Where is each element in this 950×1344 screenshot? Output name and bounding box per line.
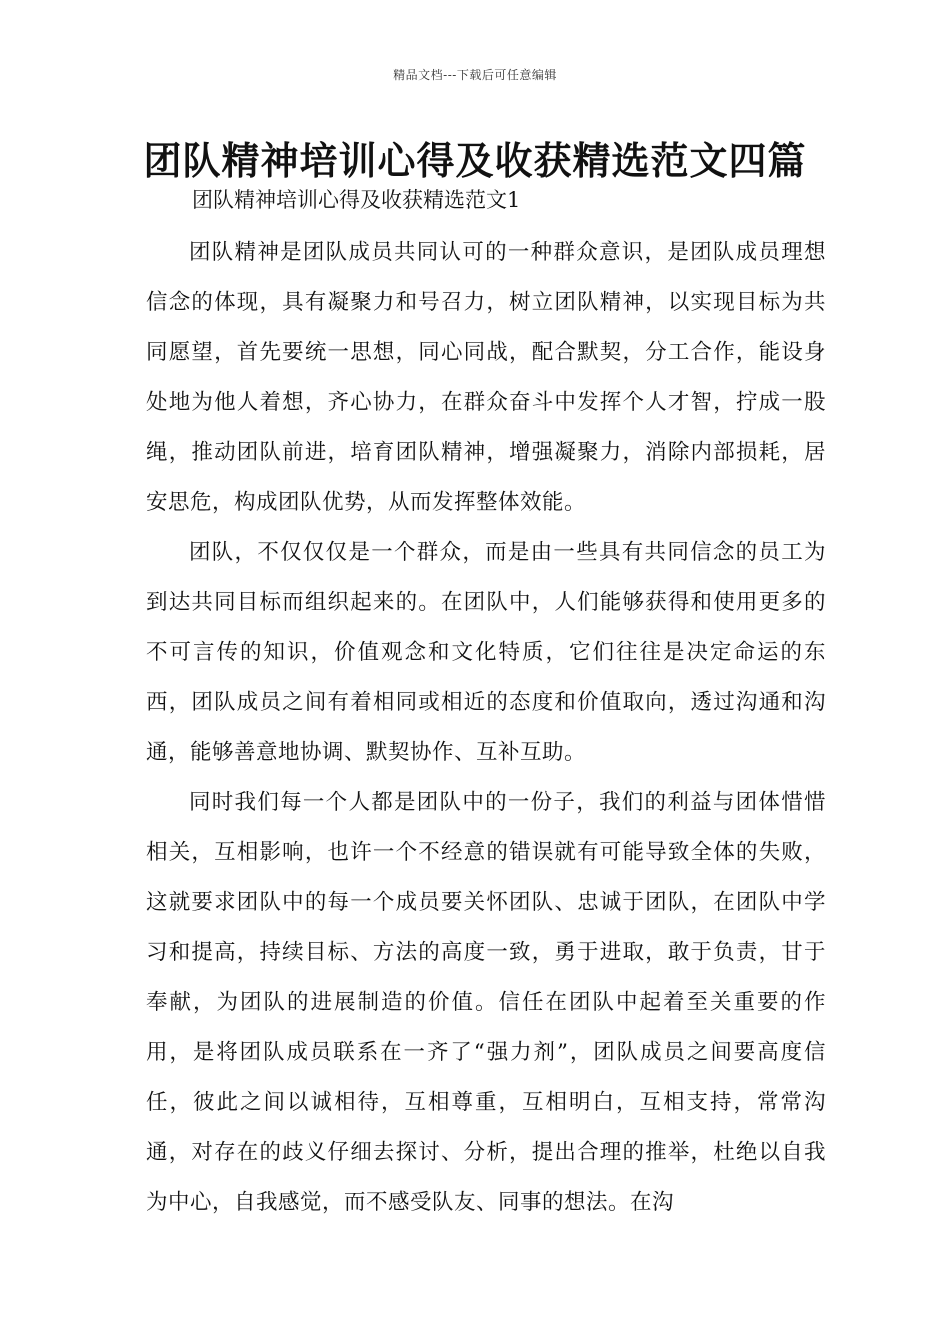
section-heading: 团队精神培训心得及收获精选范文1 bbox=[192, 188, 521, 212]
page-header-note: 精品文档---下载后可任意编辑 bbox=[393, 68, 557, 82]
paragraph-3: 同时我们每一个人都是团队中的一份子，我们的利益与团体惜惜相关，互相影响，也许一个不经意的错误就有可能导致全体的失败，这就要求团队中的每一个成员要关怀团队、忠诚于团队，在团队中学习和提高，持续目标、方法的高度一致，勇于进取，敢于负责，甘于奉献，为团队的进展制造的价值。信任在团队中起着至关重要的作用，是将团队成员联系在一齐了“强力剂”，团队成员之间要高度信任，彼此之间以诚相待，互相尊重，互相明白，互相支持，常常沟通，对存在的歧义仔细去探讨、分析，提出合理的推举，杜绝以自我为中心，自我感觉，而不感受队友、同事的想法。在沟 bbox=[146, 790, 826, 1215]
paragraph-2: 团队，不仅仅仅是一个群众，而是由一些具有共同信念的员工为到达共同目标而组织起来的。在团队中，人们能够获得和使用更多的不可言传的知识，价值观念和文化特质，它们往往是决定命运的东西，团队成员之间有着相同或相近的态度和价值取向，透过沟通和沟通，能够善意地协调、默契协作、互补互助。 bbox=[146, 540, 826, 765]
document-title: 团队精神培训心得及收获精选范文四篇 bbox=[143, 139, 807, 183]
paragraph-1: 团队精神是团队成员共同认可的一种群众意识，是团队成员理想信念的体现，具有凝聚力和号召力，树立团队精神，以实现目标为共同愿望，首先要统一思想，同心同战，配合默契，分工合作，能设身处地为他人着想，齐心协力，在群众奋斗中发挥个人才智，拧成一股绳，推动团队前进，培育团队精神，增强凝聚力，消除内部损耗，居安思危，构成团队优势，从而发挥整体效能。 bbox=[146, 240, 826, 515]
document-body bbox=[146, 228, 826, 1228]
